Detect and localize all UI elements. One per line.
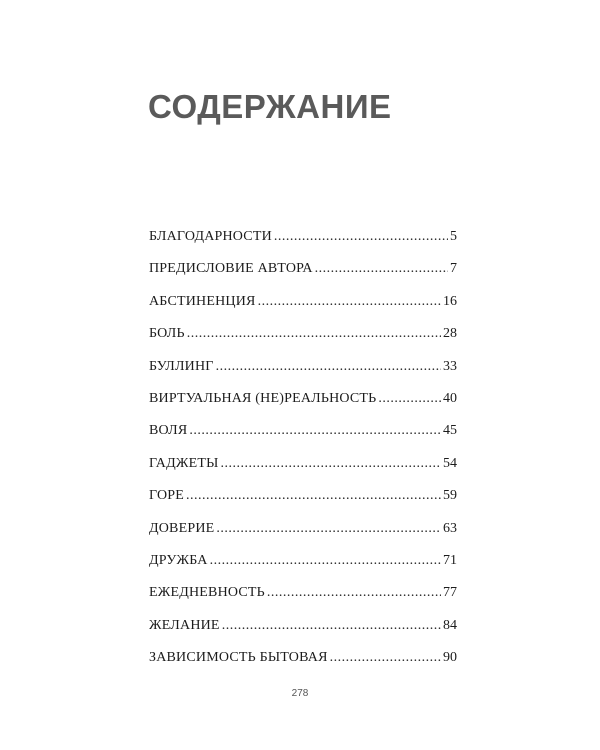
- toc-entry[interactable]: [149, 229, 457, 261]
- toc-entry[interactable]: [149, 261, 457, 293]
- toc-entry-page: 71: [443, 552, 457, 568]
- page-number: 278: [291, 688, 309, 699]
- toc-entry-page: 5: [450, 229, 457, 244]
- toc-leader-dots: [216, 359, 441, 375]
- toc-entry-label: БУЛЛИНГ: [149, 358, 214, 374]
- toc-entry-label: ПРЕДИСЛОВИЕ АВТОРА: [149, 261, 313, 277]
- toc-leader-dots: [210, 553, 441, 569]
- toc-entry-page: 28: [443, 326, 457, 342]
- toc-leader-dots: [221, 456, 442, 472]
- toc-entry-label: АБСТИНЕНЦИЯ: [149, 293, 256, 309]
- toc-entry-page: 77: [443, 585, 457, 601]
- toc-entry-label: ГОРЕ: [149, 488, 184, 504]
- page-title: СОДЕРЖАНИЕ: [148, 88, 392, 125]
- toc-leader-dots: [186, 488, 441, 504]
- toc-leader-dots: [187, 326, 441, 342]
- toc-entry[interactable]: [149, 585, 457, 617]
- toc-entry-page: 90: [443, 650, 457, 666]
- toc-entry-label: БОЛЬ: [149, 326, 185, 342]
- toc-leader-dots: [267, 585, 441, 601]
- toc-entry[interactable]: [149, 294, 457, 326]
- toc-entry-page: 7: [450, 261, 457, 277]
- toc-leader-dots: [378, 391, 441, 407]
- toc-entry-label: ВОЛЯ: [149, 423, 188, 439]
- toc-entry[interactable]: [149, 488, 457, 520]
- toc-entry-label: ЖЕЛАНИЕ: [149, 617, 220, 633]
- toc-entry-label: БЛАГОДАРНОСТИ: [149, 229, 272, 244]
- toc-entry[interactable]: [149, 326, 457, 358]
- toc-entry[interactable]: [149, 650, 457, 682]
- toc-entry[interactable]: [149, 456, 457, 488]
- toc-entry-label: ЕЖЕДНЕВНОСТЬ: [149, 585, 265, 601]
- toc-entry-label: ДРУЖБА: [149, 552, 208, 568]
- toc-entry-page: 54: [443, 455, 457, 471]
- toc-entry-page: 33: [443, 358, 457, 374]
- toc-entry[interactable]: [149, 423, 457, 455]
- toc-entry[interactable]: [149, 618, 457, 650]
- toc-leader-dots: [274, 229, 448, 245]
- toc-leader-dots: [330, 650, 441, 666]
- toc-entry[interactable]: [149, 359, 457, 391]
- toc-entry-page: 16: [443, 293, 457, 309]
- toc-entry[interactable]: [149, 553, 457, 585]
- toc-entry-label: ДОВЕРИЕ: [149, 520, 215, 536]
- toc-leader-dots: [216, 521, 441, 537]
- toc-entry[interactable]: [149, 521, 457, 553]
- toc-entry-label: ГАДЖЕТЫ: [149, 455, 219, 471]
- toc-leader-dots: [189, 423, 441, 439]
- toc-entry-page: 84: [443, 617, 457, 633]
- toc-entry-label: ВИРТУАЛЬНАЯ (НЕ)РЕАЛЬНОСТЬ: [149, 390, 377, 406]
- toc-entry-page: 59: [443, 488, 457, 504]
- toc-leader-dots: [222, 618, 441, 634]
- toc-entry[interactable]: [149, 391, 457, 423]
- table-of-contents: [149, 229, 457, 682]
- toc-entry-page: 40: [443, 390, 457, 406]
- toc-entry-page: 63: [443, 520, 457, 536]
- toc-leader-dots: [315, 261, 448, 277]
- toc-leader-dots: [258, 294, 441, 310]
- toc-entry-label: ЗАВИСИМОСТЬ БЫТОВАЯ: [149, 650, 328, 666]
- toc-entry-page: 45: [443, 423, 457, 439]
